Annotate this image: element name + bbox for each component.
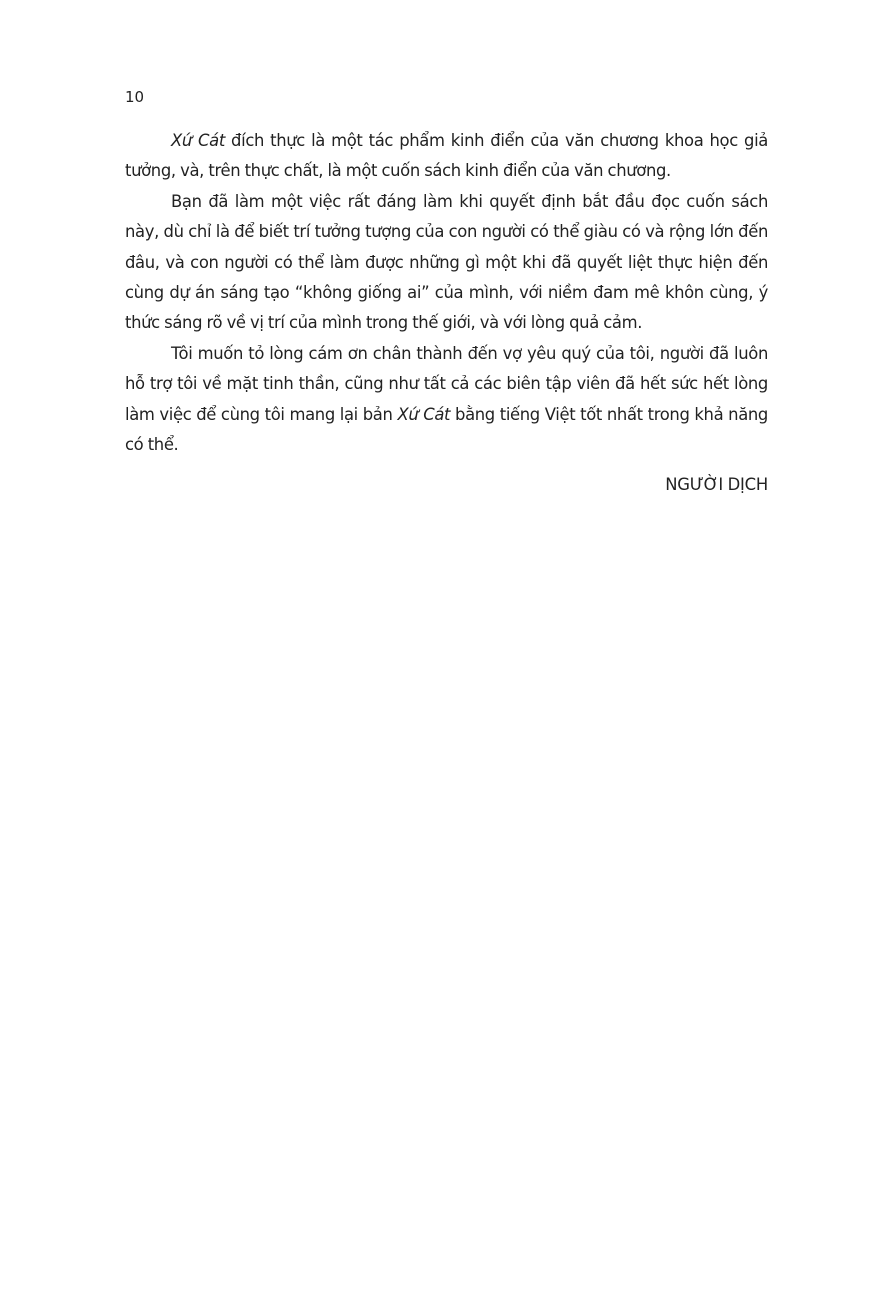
- paragraph-2: [125, 187, 768, 339]
- translator-signature: NGƯỜI DỊCH: [665, 475, 768, 495]
- paragraph-text: Bạn đã làm một việc rất đáng làm khi quyết định bắt đầu đọc cuốn sách này, dù chỉ là để biết trí tưởng tượng của con người có thể giàu có và rộng lớn đến đâu, và con người có thể làm được những gì một khi đã quyết liệt thực hiện đến cùng dự án sáng tạo “không giống ai” của mình, với niềm đam mê khôn cùng, ý thức sáng rõ về vị trí của mình trong thế giới, và với lòng quả cảm.: [125, 191, 768, 333]
- book-title-italic: Xứ Cát: [171, 131, 225, 150]
- paragraph-text: đích thực là một tác phẩm kinh điển của văn chương khoa học giả tưởng, và, trên thực chất, là một cuốn sách kinh điển của văn chương.: [125, 131, 768, 181]
- paragraph-1: [125, 126, 768, 187]
- paragraph-text: bằng tiếng Việt tốt nhất trong khả năng có thể.: [125, 404, 768, 455]
- paragraph-3: [125, 339, 768, 461]
- paragraph-text: Tôi muốn tỏ lòng cám ơn chân thành đến vợ yêu quý của tôi, người đã luôn hỗ trợ tôi về mặt tinh thần, cũng như tất cả các biên tập viên đã hết sức hết lòng làm việc để cùng tôi mang lại bản: [125, 343, 768, 424]
- page-number: 10: [125, 88, 145, 106]
- body-text: [125, 126, 768, 501]
- book-title-italic: Xứ Cát: [397, 404, 451, 424]
